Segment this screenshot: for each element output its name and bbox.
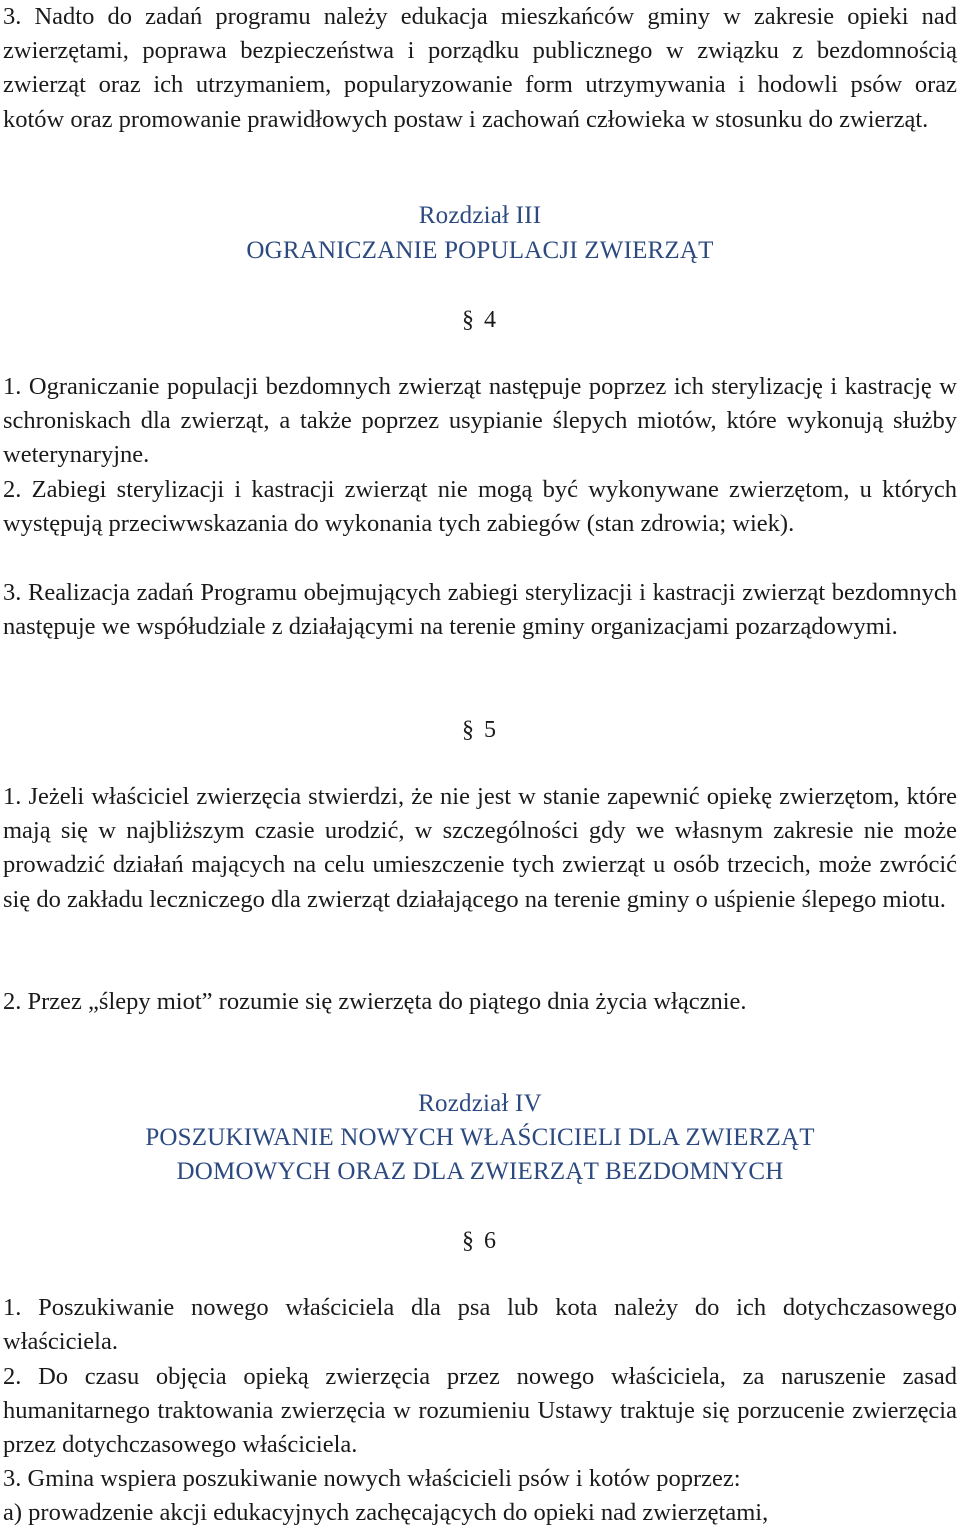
chapter-3-title: OGRANICZANIE POPULACJI ZWIERZĄT (246, 237, 714, 264)
section-symbol: § (462, 717, 474, 743)
section-6-point-3: 3. Gmina wspiera poszukiwanie nowych właścicieli psów i kotów poprzez: (3, 1465, 741, 1492)
chapter-4-title-line-1: POSZUKIWANIE NOWYCH WŁAŚCICIELI DLA ZWIERZĄT (145, 1124, 815, 1151)
section-number: 4 (484, 307, 496, 333)
section-number: 6 (484, 1228, 496, 1254)
section-4-marker (462, 303, 496, 337)
section-symbol: § (462, 1228, 474, 1254)
section-6-point-1: 1. Poszukiwanie nowego właściciela dla psa lub kota należy do ich dotychczasowego właściciela. (3, 1294, 957, 1356)
section-6-marker (462, 1224, 496, 1258)
section-symbol: § (462, 307, 474, 333)
chapter-3-label: Rozdział III (418, 202, 542, 229)
section-5-point-1: 1. Jeżeli właściciel zwierzęcia stwierdzi, że nie jest w stanie zapewnić opiekę zwierzętom, które mają się w najbliższym czasie urodzić, w szczególności gdy we własnym zakresie nie może prowadzić działań mających na celu umieszczenie tych zwierząt u osób trzecich, może zwrócić się do zakładu leczniczego dla zwierząt działającego na terenie gminy o uśpienie ślepego miotu. (3, 783, 957, 913)
section-5-point-2: 2. Przez „ślepy miot” rozumie się zwierzęta do piątego dnia życia włącznie. (3, 988, 747, 1015)
chapter-4-label: Rozdział IV (418, 1090, 542, 1117)
section-6-point-2: 2. Do czasu objęcia opieką zwierzęcia przez nowego właściciela, za naruszenie zasad humanitarnego traktowania zwierzęcia w rozumieniu Ustawy traktuje się porzucenie zwierzęcia przez dotychczasowego właściciela. (3, 1363, 957, 1459)
chapter-4-title-line-2: DOMOWYCH ORAZ DLA ZWIERZĄT BEZDOMNYCH (176, 1158, 784, 1185)
section-4-point-3: 3. Realizacja zadań Programu obejmujących zabiegi sterylizacji i kastracji zwierząt bezdomnych następuje we współudziale z działającymi na terenie gminy organizacjami pozarządowymi. (3, 579, 957, 641)
section-4-point-1: 1. Ograniczanie populacji bezdomnych zwierząt następuje poprzez ich sterylizację i kastrację w schroniskach dla zwierząt, a także poprzez usypianie ślepych miotów, które wykonują służby weterynaryjne. (3, 373, 957, 469)
section-5-marker (462, 713, 496, 747)
section-number: 5 (484, 717, 496, 743)
paragraph-education-tasks: 3. Nadto do zadań programu należy edukacja mieszkańców gminy w zakresie opieki nad zwierzętami, poprawa bezpieczeństwa i porządku publicznego w związku z bezdomnością zwierząt oraz ich utrzymaniem, popularyzowanie form utrzymywania i hodowli psów oraz kotów oraz promowanie prawidłowych postaw i zachowań człowieka w stosunku do zwierząt. (3, 3, 957, 133)
section-4-point-2: 2. Zabiegi sterylizacji i kastracji zwierząt nie mogą być wykonywane zwierzętom, u których występują przeciwwskazania do wykonania tych zabiegów (stan zdrowia; wiek). (3, 476, 957, 538)
section-6-point-3a: a) prowadzenie akcji edukacyjnych zachęcających do opieki nad zwierzętami, (3, 1499, 769, 1526)
